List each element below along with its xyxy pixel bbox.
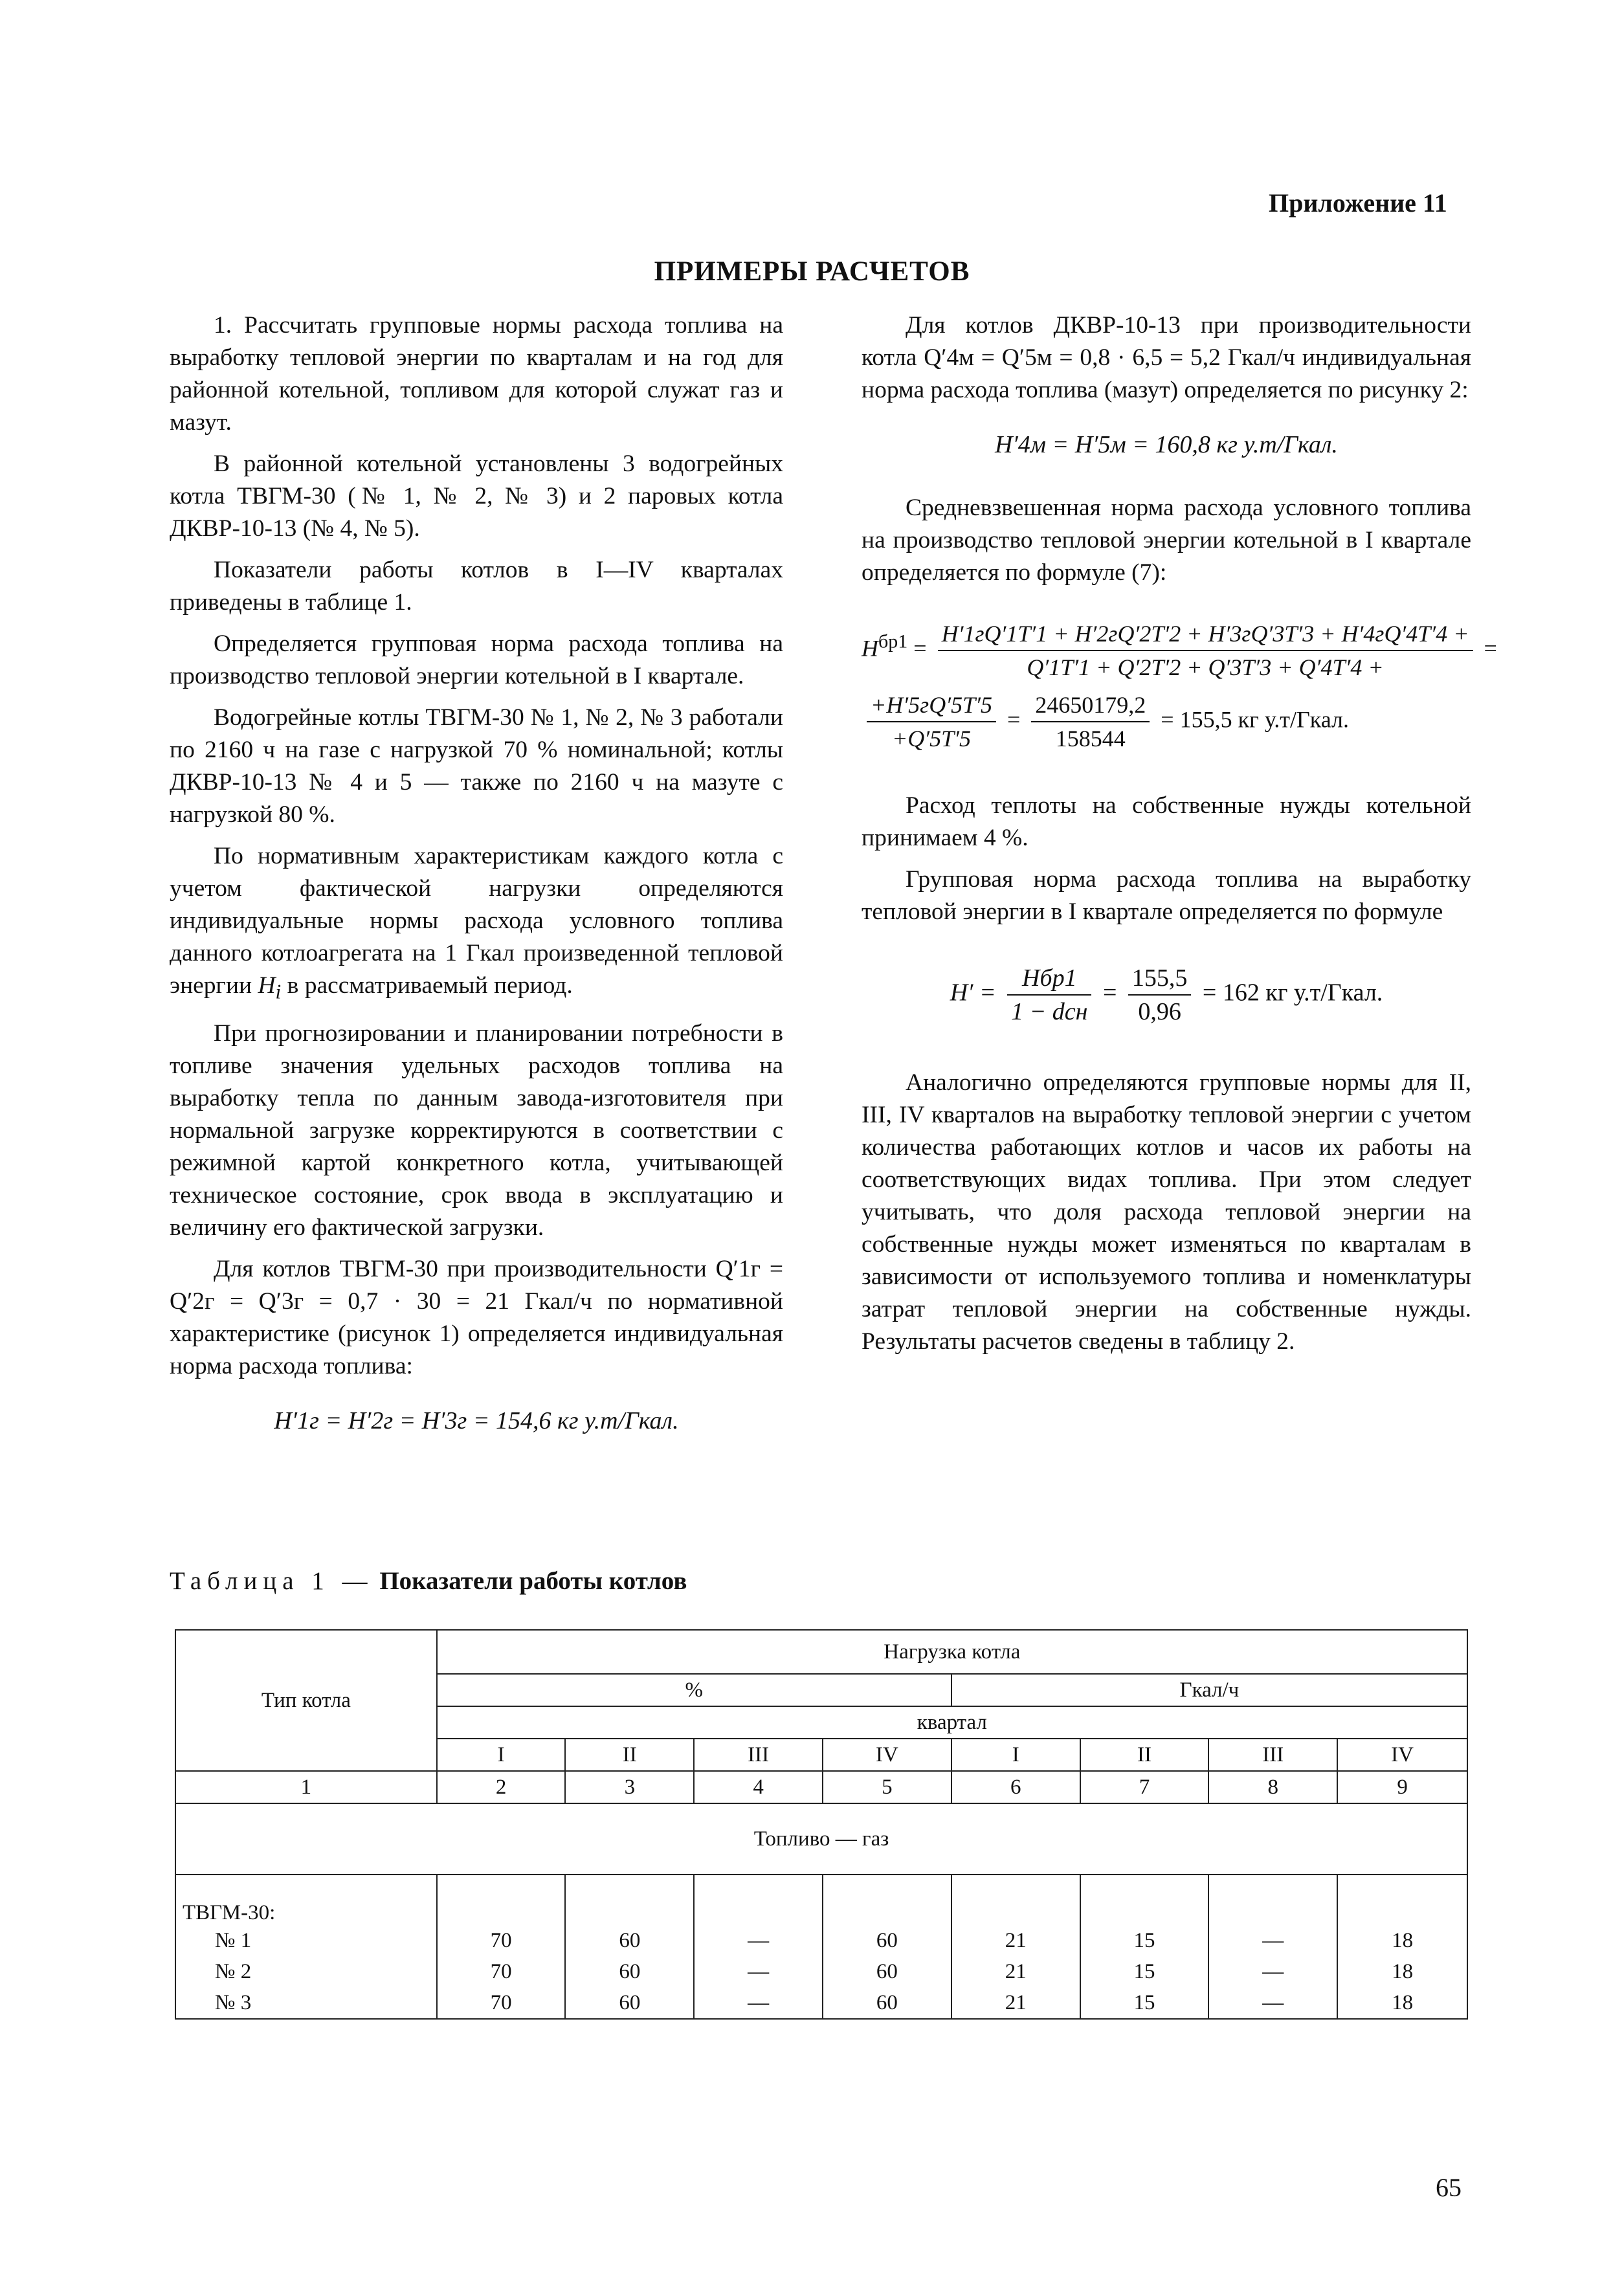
column-number: 4 bbox=[694, 1771, 823, 1803]
header-quarter-cell: III bbox=[694, 1739, 823, 1771]
formula-fraction-main bbox=[938, 619, 1473, 682]
formula-tvgm: H′1г = H′2г = H′3г = 154,6 кг у.т/Гкал. bbox=[274, 1407, 679, 1434]
header-quarter-cell: IV bbox=[823, 1739, 951, 1771]
table-row bbox=[175, 1987, 1467, 2019]
formula-numerator: H′1гQ′1T′1 + H′2гQ′2T′2 + H′3гQ′3T′3 + H′4гQ′4T′4 + bbox=[938, 619, 1473, 651]
paragraph-text: в рассматриваемый период. bbox=[281, 972, 573, 999]
formula-fraction-values bbox=[1031, 690, 1150, 753]
paragraph: 1. Рассчитать групповые нормы расхода топлива на выработку тепловой энергии по кварталам и на год для районной котельной, топливом для которой служат газ и мазут. bbox=[170, 312, 783, 436]
formula-lhs: H bbox=[862, 635, 878, 662]
table-cell: 18 bbox=[1337, 1987, 1467, 2019]
formula-denominator: 0,96 bbox=[1138, 998, 1181, 1025]
formula-weighted-norm: $H^{бр1}$ = $\frac{H'1гQ'1T'1 + H'2гQ'2T'2 + H'3гQ'3T'3 + H'4гQ'4T'4 +}{Q'1T'1 + Q'2T'2 + Q'3T'3 + Q'4T'4 +}$ = $\frac{+H'5гQ'5T'5}{+Q'5T'5}$ = $\frac{24650179,2}{158544}$ = 155,5 кг у.т/Гкал. bbox=[862, 619, 1471, 753]
formula-numerator: Hбр1 bbox=[1007, 963, 1091, 996]
page-number: 65 bbox=[1436, 2173, 1462, 2202]
row-label: № 3 bbox=[175, 1987, 437, 2019]
left-column bbox=[170, 309, 783, 1468]
table-cell: 70 bbox=[437, 1987, 566, 2019]
paragraph: Аналогично определяются групповые нормы для II, III, IV кварталов на выработку тепловой энергии с учетом количества работающих котлов и часов их работы на соответствующих видах топлива. При этом следует учитывать, что доля расхода тепловой энергии на собственные нужды может изменяться по кварталам в зависимости от используемого топлива и номенклатуры затрат тепловой энергии на собственные нужды. Результаты расчетов сведены в таблицу 2. bbox=[862, 1069, 1471, 1355]
formula-fraction-1 bbox=[1007, 963, 1091, 1027]
header-quarter-cell: I bbox=[437, 1739, 566, 1771]
table-cell: — bbox=[1208, 1987, 1337, 2019]
row-label: № 2 bbox=[175, 1956, 437, 1987]
header-quarter: квартал bbox=[437, 1706, 1467, 1739]
table-cell: 60 bbox=[823, 1987, 951, 2019]
formula-denominator: 1 − dсн bbox=[1011, 998, 1088, 1025]
table-row bbox=[175, 1956, 1467, 1987]
boiler-group-label: ТВГМ-30: bbox=[175, 1875, 437, 1925]
header-quarter-cell: II bbox=[565, 1739, 694, 1771]
table-cell: — bbox=[694, 1956, 823, 1987]
paragraph bbox=[170, 840, 783, 1008]
table-cell: 21 bbox=[951, 1956, 1080, 1987]
column-number: 6 bbox=[951, 1771, 1080, 1803]
formula-result: = 162 кг у.т/Гкал. bbox=[1202, 979, 1383, 1007]
variable-subscript: i bbox=[275, 980, 282, 1003]
paragraph: Для котлов ДКВР-10-13 при производительности котла Q′4м = Q′5м = 0,8 · 6,5 = 5,2 Гкал/ч индивидуальная норма расхода топлива (мазут) определяется по рисунку 2: bbox=[862, 312, 1471, 403]
formula-value-denominator: 158544 bbox=[1055, 726, 1126, 752]
formula-group-norm: H′ = $\frac{\text{Hбр1}}{\text{1 − dсн}}$ = $\frac{155,5}{0,96}$ = 162 кг у.т/Гкал. bbox=[950, 964, 1383, 1025]
paragraph-text: По нормативным характеристикам каждого котла с учетом фактической нагрузки определяются индивидуальные нормы расхода условного топлива данного котлоагрегата на 1 Гкал произведенной тепловой энергии bbox=[170, 843, 783, 999]
column-number: 5 bbox=[823, 1771, 951, 1803]
formula-fraction-tail bbox=[867, 690, 996, 753]
header-unit-gcal: Гкал/ч bbox=[951, 1674, 1467, 1706]
table-cell: 15 bbox=[1080, 1925, 1209, 1956]
formula-lhs-sup: бр1 bbox=[878, 630, 908, 652]
paragraph: Показатели работы котлов в I—IV кварталах приведены в таблице 1. bbox=[170, 557, 783, 616]
header-quarter-cell: II bbox=[1080, 1739, 1209, 1771]
header-quarter-cell: IV bbox=[1337, 1739, 1467, 1771]
paragraph: При прогнозировании и планировании потребности в топливе значения удельных расходов топлива на выработку тепла по данным завода-изготовителя при нормальной загрузке корректируются в соответствии с режимной картой конкретного котла, учитывающей техническое состояние, срок ввода в эксплуатацию и величину его фактической загрузки. bbox=[170, 1019, 783, 1241]
table-caption bbox=[170, 1566, 687, 1596]
table-cell: 60 bbox=[565, 1925, 694, 1956]
table-cell: — bbox=[694, 1987, 823, 2019]
appendix-label: Приложение 11 bbox=[1269, 188, 1447, 217]
header-boiler-type: Тип котла bbox=[175, 1630, 437, 1771]
formula-numerator-tail: +H′5гQ′5T′5 bbox=[867, 690, 996, 722]
page-title: ПРИМЕРЫ РАСЧЕТОВ bbox=[654, 256, 970, 287]
paragraph: Водогрейные котлы ТВГМ-30 № 1, № 2, № 3 работали по 2160 ч на газе с нагрузкой 70 % номинальной; котлы ДКВР-10-13 № 4 и 5 — также по 2160 ч на мазуте с нагрузкой 80 %. bbox=[170, 704, 783, 828]
table-cell: 70 bbox=[437, 1956, 566, 1987]
paragraph: Средневзвешенная норма расхода условного топлива на производство тепловой энергии котельной в I квартале определяется по формуле (7): bbox=[862, 495, 1471, 586]
table-caption-prefix: Таблица 1 — bbox=[170, 1567, 373, 1595]
table-caption-title: Показатели работы котлов bbox=[379, 1567, 687, 1595]
column-number: 8 bbox=[1208, 1771, 1337, 1803]
table-cell: 60 bbox=[565, 1987, 694, 2019]
header-quarter-cell: I bbox=[951, 1739, 1080, 1771]
paragraph: Расход теплоты на собственные нужды котельной принимаем 4 %. bbox=[862, 792, 1471, 851]
paragraph: Определяется групповая норма расхода топлива на производство тепловой энергии котельной в I квартале. bbox=[170, 630, 783, 689]
paragraph: Групповая норма расхода топлива на выработку тепловой энергии в I квартале определяется по формуле bbox=[862, 866, 1471, 925]
column-number: 3 bbox=[565, 1771, 694, 1803]
table-cell: 18 bbox=[1337, 1956, 1467, 1987]
column-number: 7 bbox=[1080, 1771, 1209, 1803]
column-number: 9 bbox=[1337, 1771, 1467, 1803]
table-row bbox=[175, 1925, 1467, 1956]
paragraph: В районной котельной установлены 3 водогрейных котла ТВГМ-30 (№ 1, № 2, № 3) и 2 паровых котла ДКВР-10-13 (№ 4, № 5). bbox=[170, 451, 783, 542]
formula-denominator-tail: +Q′5T′5 bbox=[891, 726, 972, 752]
right-column bbox=[862, 309, 1497, 1367]
table-cell: 15 bbox=[1080, 1956, 1209, 1987]
fuel-section-gas: Топливо — газ bbox=[175, 1803, 1467, 1875]
formula-lhs: H′ = bbox=[950, 979, 996, 1007]
header-quarter-cell: III bbox=[1208, 1739, 1337, 1771]
table-cell: 21 bbox=[951, 1925, 1080, 1956]
row-label: № 1 bbox=[175, 1925, 437, 1956]
formula-numerator: 155,5 bbox=[1128, 963, 1192, 996]
table-cell: — bbox=[1208, 1956, 1337, 1987]
formula-value-numerator: 24650179,2 bbox=[1031, 690, 1150, 722]
formula-result: = 155,5 кг у.т/Гкал. bbox=[1161, 706, 1350, 733]
table-cell: 60 bbox=[823, 1925, 951, 1956]
header-unit-percent: % bbox=[437, 1674, 951, 1706]
table-cell: — bbox=[1208, 1925, 1337, 1956]
table-cell: 21 bbox=[951, 1987, 1080, 2019]
formula-fraction-2 bbox=[1128, 963, 1192, 1027]
table-cell: 70 bbox=[437, 1925, 566, 1956]
header-load: Нагрузка котла bbox=[437, 1630, 1467, 1674]
table-cell: 60 bbox=[823, 1956, 951, 1987]
table-cell: 15 bbox=[1080, 1987, 1209, 2019]
boiler-performance-table bbox=[175, 1629, 1468, 2020]
column-number: 2 bbox=[437, 1771, 566, 1803]
table-cell: 60 bbox=[565, 1956, 694, 1987]
column-number: 1 bbox=[175, 1771, 437, 1803]
variable: H bbox=[258, 972, 276, 999]
paragraph: Для котлов ТВГМ-30 при производительности Q′1г = Q′2г = Q′3г = 0,7 · 30 = 21 Гкал/ч по нормативной характеристике (рисунок 1) определяется индивидуальная норма расхода топлива: bbox=[170, 1255, 783, 1379]
table-cell: — bbox=[694, 1925, 823, 1956]
table-cell: 18 bbox=[1337, 1925, 1467, 1956]
formula-denominator: Q′1T′1 + Q′2T′2 + Q′3T′3 + Q′4T′4 + bbox=[1027, 654, 1384, 680]
formula-dkvr: H′4м = H′5м = 160,8 кг у.т/Гкал. bbox=[995, 431, 1338, 458]
